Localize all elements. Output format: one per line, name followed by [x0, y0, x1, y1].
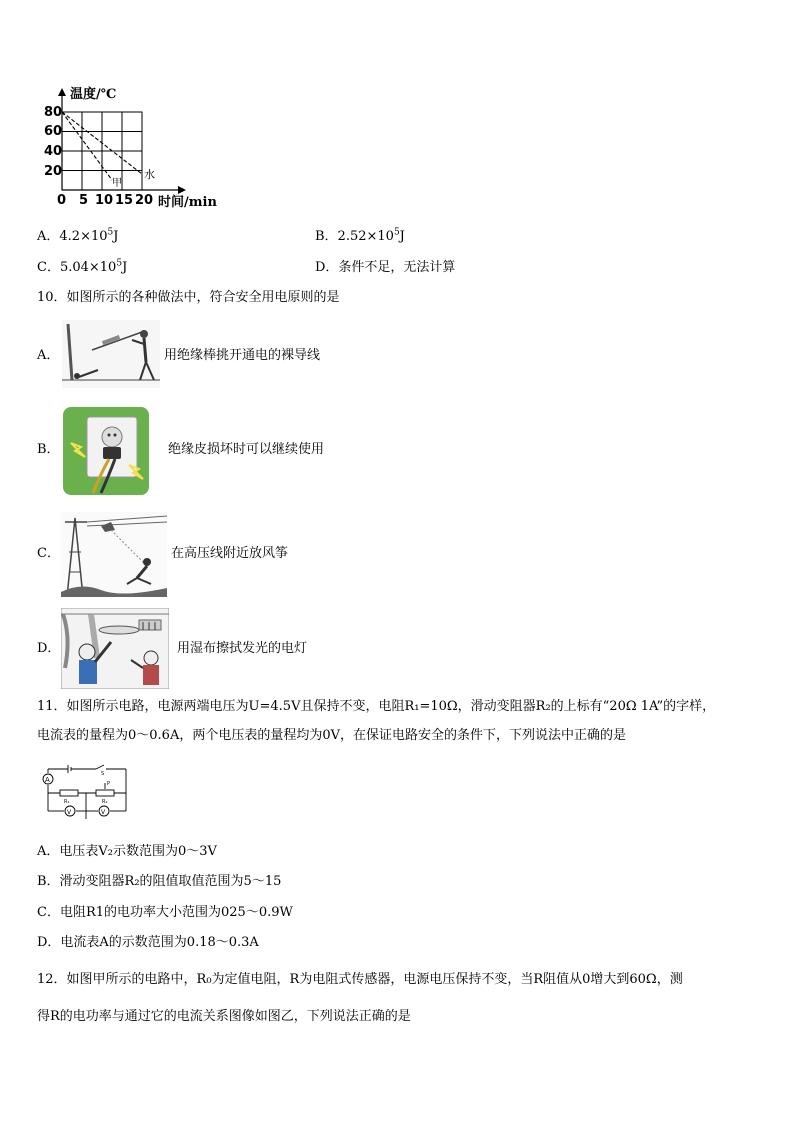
- q10-stem: 10．如图所示的各种做法中，符合安全用电原则的是: [37, 290, 340, 305]
- voltmeter-2-label: V: [101, 809, 106, 816]
- graph-label-shui: 水: [144, 168, 155, 181]
- graph-xlabel: 时间/min: [158, 195, 217, 210]
- q12-stem-line1: 12．如图甲所示的电路中，R₀为定值电阻，R为电阻式传感器，电源电压保持不变，当R阻值从0增大到60Ω，测: [37, 972, 683, 987]
- graph-xtick-5: 5: [79, 193, 89, 208]
- r1-label: R₁: [64, 799, 70, 805]
- voltmeter-1-label: V: [67, 809, 72, 816]
- graph-xtick-0: 0: [57, 193, 67, 208]
- graph-ytick-20: 20: [44, 164, 63, 179]
- r2-label: R₂: [102, 799, 108, 805]
- q10-option-a-image: [62, 320, 160, 388]
- q10-option-c-text: 在高压线附近放风筝: [171, 546, 289, 561]
- q11-stem-line2: 电流表的量程为0～0.6A，两个电压表的量程均为0V，在保证电路安全的条件下，下列说法中正确的是: [37, 728, 626, 743]
- q10-option-d-letter[interactable]: D．: [37, 641, 61, 656]
- ammeter-label: A: [45, 776, 50, 784]
- q9-option-d[interactable]: D．条件不足，无法计算: [315, 260, 456, 275]
- q10-option-a-letter[interactable]: A．: [37, 348, 60, 363]
- q10-option-d-image: [61, 608, 169, 689]
- graph-label-jia: 甲: [112, 178, 122, 189]
- q11-option-c[interactable]: C．电阻R1的电功率大小范围为025～0.9W: [37, 905, 293, 920]
- graph-ylabel: 温度/℃: [70, 87, 117, 102]
- temperature-graph: [30, 82, 240, 212]
- switch-label: S: [101, 771, 105, 777]
- q9-option-b[interactable]: B．$2.52\times 10^5J$: [315, 227, 405, 244]
- q10-option-b-text: 绝缘皮损坏时可以继续使用: [168, 442, 325, 457]
- q9-option-a[interactable]: A．$4.2\times 10^5J$: [37, 227, 119, 244]
- q11-option-a[interactable]: A．电压表V₂示数范围为0～3V: [37, 844, 217, 859]
- q10-option-a-text: 用绝缘棒挑开通电的裸导线: [164, 348, 321, 363]
- q10-option-c-letter[interactable]: C．: [37, 546, 60, 561]
- q12-stem-line2: 得R的电功率与通过它的电流关系图像如图乙，下列说法正确的是: [37, 1009, 411, 1024]
- q10-option-b-image: [63, 407, 149, 495]
- q11-stem-line1: 11．如图所示电路，电源两端电压为U=4.5V且保持不变，电阻R₁=10Ω，滑动变阻器R₂的上标有“20Ω 1A”的字样，: [37, 699, 716, 714]
- q10-option-b-letter[interactable]: B．: [37, 442, 60, 457]
- q11-option-b[interactable]: B．滑动变阻器R₂的阻值取值范围为5～15: [37, 874, 282, 889]
- graph-xtick-10: 10: [95, 193, 114, 208]
- graph-ytick-80: 80: [44, 105, 63, 120]
- graph-ytick-40: 40: [44, 144, 63, 159]
- q9-option-c[interactable]: C．$5.04\times 10^5J$: [37, 258, 128, 275]
- graph-xtick-15: 15: [115, 193, 134, 208]
- q11-option-d[interactable]: D．电流表A的示数范围为0.18～0.3A: [37, 935, 259, 950]
- q11-circuit-diagram: [38, 763, 130, 825]
- slider-label: P: [107, 781, 111, 787]
- graph-ytick-60: 60: [44, 124, 63, 139]
- q10-option-d-text: 用湿布擦拭发光的电灯: [177, 641, 308, 656]
- q10-option-c-image: [61, 512, 167, 597]
- graph-xtick-20: 20: [135, 193, 154, 208]
